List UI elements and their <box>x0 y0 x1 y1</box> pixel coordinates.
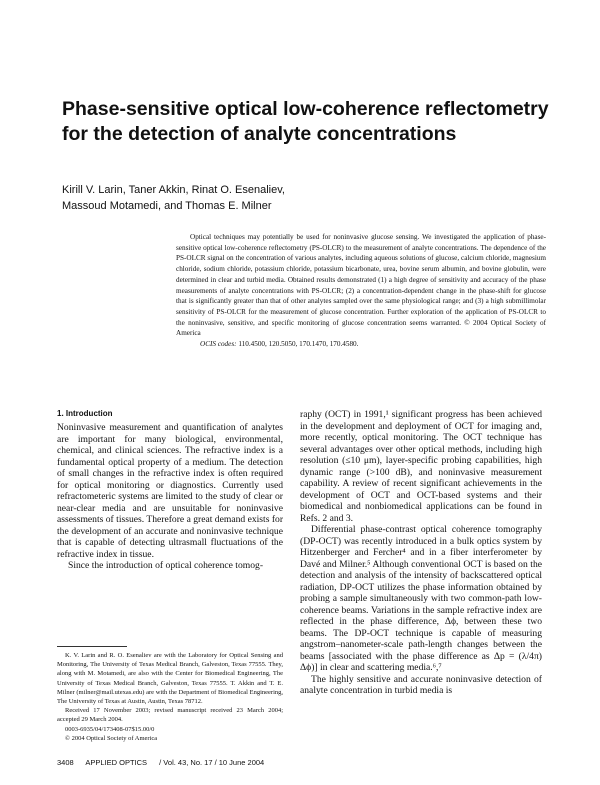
footnote-affiliations: K. V. Larin and R. O. Esenaliev are with the Laboratory for Optical Sensing and Monitoring, The University of Texas Medical Branch, Galveston, Texas 77555. They, along with M. Motamedi, are also with the Center for Biomedical Engineering, The University of Texas Medical Branch, Galveston, Texas 77555. T. Akkin and T. E. Milner (milner@mail.utexas.edu) are with the Department of Biomedical Engineering, The University of Texas at Austin, Austin, Texas 78712. <box>57 652 283 706</box>
author-list <box>62 182 382 214</box>
intro-paragraph-2: Since the introduction of optical coherence tomog- <box>68 560 264 571</box>
footnote-divider <box>57 646 127 647</box>
issue-info: / Vol. 43, No. 17 / 10 June 2004 <box>159 758 265 767</box>
section-heading-introduction: 1. Introduction <box>57 409 113 418</box>
page-footer <box>57 758 537 768</box>
ocis-values: 110.4500, 120.5050, 170.1470, 170.4580. <box>238 340 359 349</box>
abstract <box>176 232 546 350</box>
paper-title: Phase-sensitive optical low-coherence reflectometry for the detection of analyte concentrations <box>62 98 549 145</box>
authors-line-1: Kirill V. Larin, Taner Akkin, Rinat O. Esenaliev, <box>62 184 285 196</box>
right-paragraph-1: raphy (OCT) in 1991,¹ significant progress has been achieved in the development and deployment of OCT for imaging and, more recently, optical monitoring. The OCT technique has several advantages over other optical methods, including high resolution (≤10 μm), layer-specific probing capabilities, high dynamic range (>100 dB), and noninvasive measurement capability. A review of recent significant achievements in the development of OCT and OCT-based systems and their biomedical and nonbiomedical applications can be found in Refs. 2 and 3. <box>300 409 542 524</box>
ocis-codes <box>176 339 546 350</box>
authors-line-2: Massoud Motamedi, and Thomas E. Milner <box>62 200 272 212</box>
ocis-label: OCIS codes: <box>200 340 237 349</box>
journal-name: APPLIED OPTICS <box>85 758 148 767</box>
right-column <box>300 409 542 697</box>
page-number: 3408 <box>57 758 74 767</box>
author-footnote <box>57 651 283 743</box>
abstract-text: Optical techniques may potentially be used for noninvasive glucose sensing. We investigated the application of phase-sensitive optical low-coherence reflectometry (PS-OLCR) to the measurement of analyte concentrations. The dependence of the PS-OLCR signal on the concentration of various analytes, including aqueous solutions of glucose, calcium chloride, magnesium chloride, sodium chloride, potassium chloride, potassium bicarbonate, urea, bovine serum albumin, and bovine globulin, were determined in clear and turbid media. Obtained results demonstrated (1) a high degree of sensitivity and accuracy of the phase measurements of analyte concentrations with PS-OLCR; (2) a concentration-dependent change in the phase-shift for glucose that is significantly greater than that of other analytes sampled over the same physiological range; and (3) a high submillimolar sensitivity of PS-OLCR for the measurement of glucose concentration. Further exploration of the application of PS-OLCR to the noninvasive, sensitive, and specific monitoring of glucose concentration seems warranted. © 2004 Optical Society of America <box>176 233 546 338</box>
right-paragraph-2: Differential phase-contrast optical coherence tomography (DP-OCT) was recently introduced in a bulk optics system by Hitzenberger and Fercher⁴ and in a fiber interferometer by Davé and Milner.⁵ Although conventional OCT is based on the detection and analysis of the intensity of backscattered optical radiation, DP-OCT utilizes the phase information obtained by probing a sample simultaneously with two common-path low-coherence beams. Variations in the sample refractive index are reflected in the phase difference, Δϕ, between these two beams. The DP-OCT technique is capable of measuring angstrom–nanometer-scale path-length changes between the beams [associated with the phase difference as Δp = (λ/4π) Δϕ)] in clear and scattering media.⁶,⁷ <box>300 524 542 673</box>
intro-paragraph-1: Noninvasive measurement and quantification of analytes are important for many biological, environmental, chemical, and clinical sciences. The refractive index is a fundamental optical property of a medium. The detection of small changes in the refractive index is often required for optical monitoring or diagnostics. Currently used refractometeric systems are limited to the study of clear or near-clear media and are unsuitable for noninvasive assessments of tissues. Therefore a great demand exists for the development of an accurate and noninvasive technique that is capable of detecting ultrasmall fluctuations of the refractive index in tissue. <box>57 422 284 560</box>
footnote-copyright: © 2004 Optical Society of America <box>65 734 158 742</box>
footnote-received: Received 17 November 2003; revised manuscript received 23 March 2004; accepted 29 March 2004. <box>57 707 283 724</box>
right-paragraph-3: The highly sensitive and accurate noninvasive detection of analyte concentration in turbid media is <box>300 673 542 696</box>
left-column <box>57 409 283 572</box>
footnote-code: 0003-6935/04/173408-07$15.00/0 <box>65 725 155 733</box>
